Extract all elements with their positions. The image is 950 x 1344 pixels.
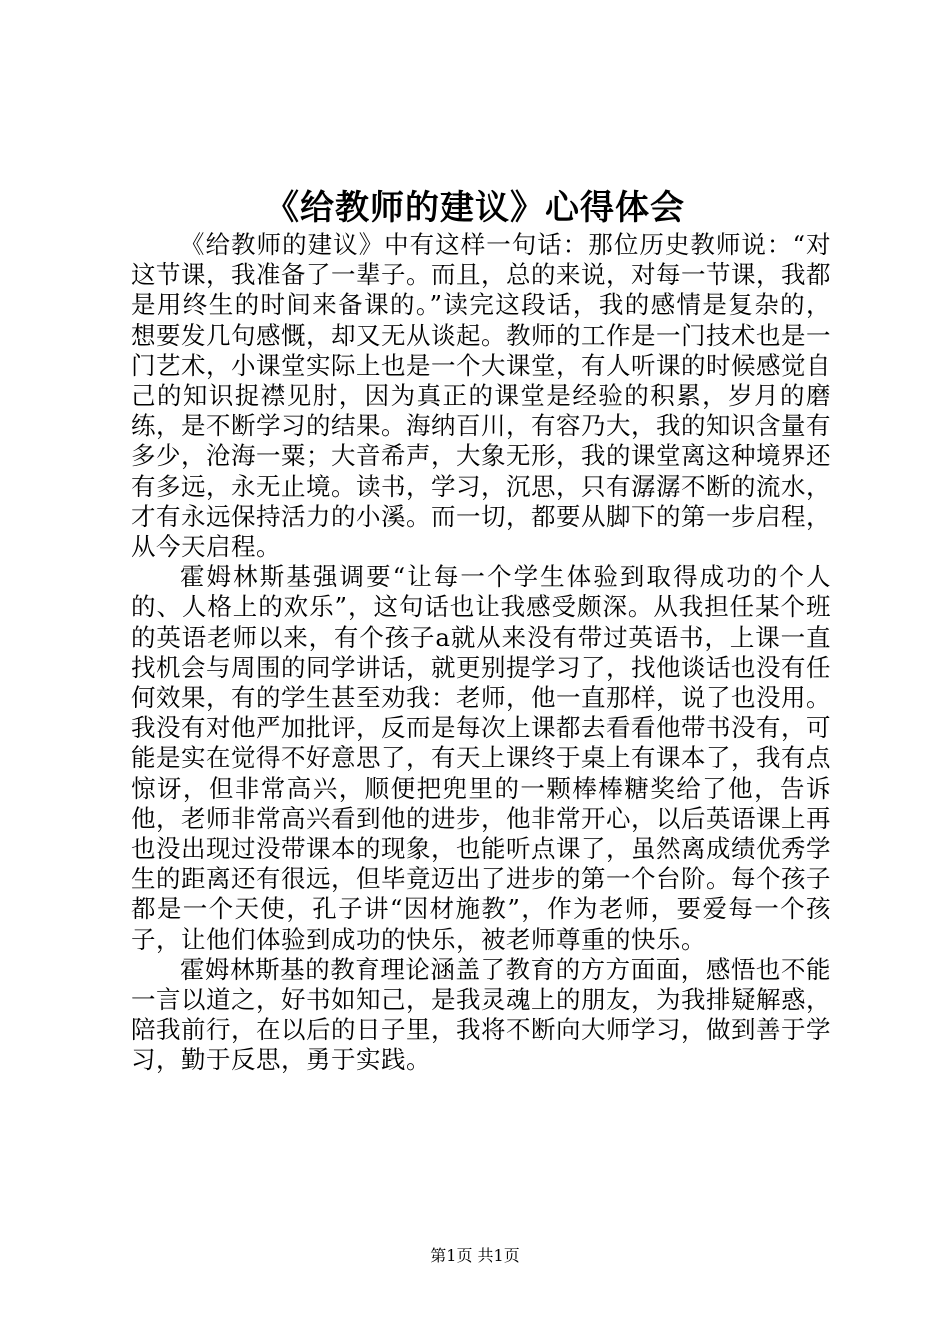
paragraph-2: 霍姆林斯基强调要“让每一个学生体验到取得成功的个人的、人格上的欢乐”，这句话也让我感受颇深。从我担任某个班的英语老师以来，有个孩子a就从来没有带过英语书，上课一直找机会与周围的同学讲话，就更别提学习了，找他谈话也没有任何效果，有的学生甚至劝我：老师，他一直那样，说了也没用。我没有对他严加批评，反而是每次上课都去看看他带书没有，可能是实在觉得不好意思了，有天上课终于桌上有课本了，我有点惊讶，但非常高兴，顺便把兜里的一颗棒棒糖奖给了他，告诉他，老师非常高兴看到他的进步，他非常开心，以后英语课上再也没出现过没带课本的现象，也能听点课了，虽然离成绩优秀学生的距离还有很远，但毕竟迈出了进步的第一个台阶。每个孩子都是一个天使，孔子讲“因材施教”，作为老师，要爱每一个孩子，让他们体验到成功的快乐，被老师尊重的快乐。: [131, 562, 831, 954]
page-footer: 第1页 共1页: [430, 1246, 520, 1265]
paragraph-3: 霍姆林斯基的教育理论涵盖了教育的方方面面，感悟也不能一言以道之，好书如知己，是我灵魂上的朋友，为我排疑解惑，陪我前行，在以后的日子里，我将不断向大师学习，做到善于学习，勤于反思，勇于实践。: [131, 954, 831, 1075]
document-title: 《给教师的建议》心得体会: [265, 188, 685, 228]
document-body: [131, 230, 831, 1076]
paragraph-1: 《给教师的建议》中有这样一句话：那位历史教师说：“对这节课，我准备了一辈子。而且，总的来说，对每一节课，我都是用终生的时间来备课的。”读完这段话，我的感情是复杂的，想要发几句感慨，却又无从谈起。教师的工作是一门技术也是一门艺术，小课堂实际上也是一个大课堂，有人听课的时候感觉自己的知识捉襟见肘，因为真正的课堂是经验的积累，岁月的磨练，是不断学习的结果。海纳百川，有容乃大，我的知识含量有多少，沧海一粟；大音希声，大象无形，我的课堂离这种境界还有多远，永无止境。读书，学习，沉思，只有潺潺不断的流水，才有永远保持活力的小溪。而一切，都要从脚下的第一步启程，从今天启程。: [131, 230, 831, 562]
